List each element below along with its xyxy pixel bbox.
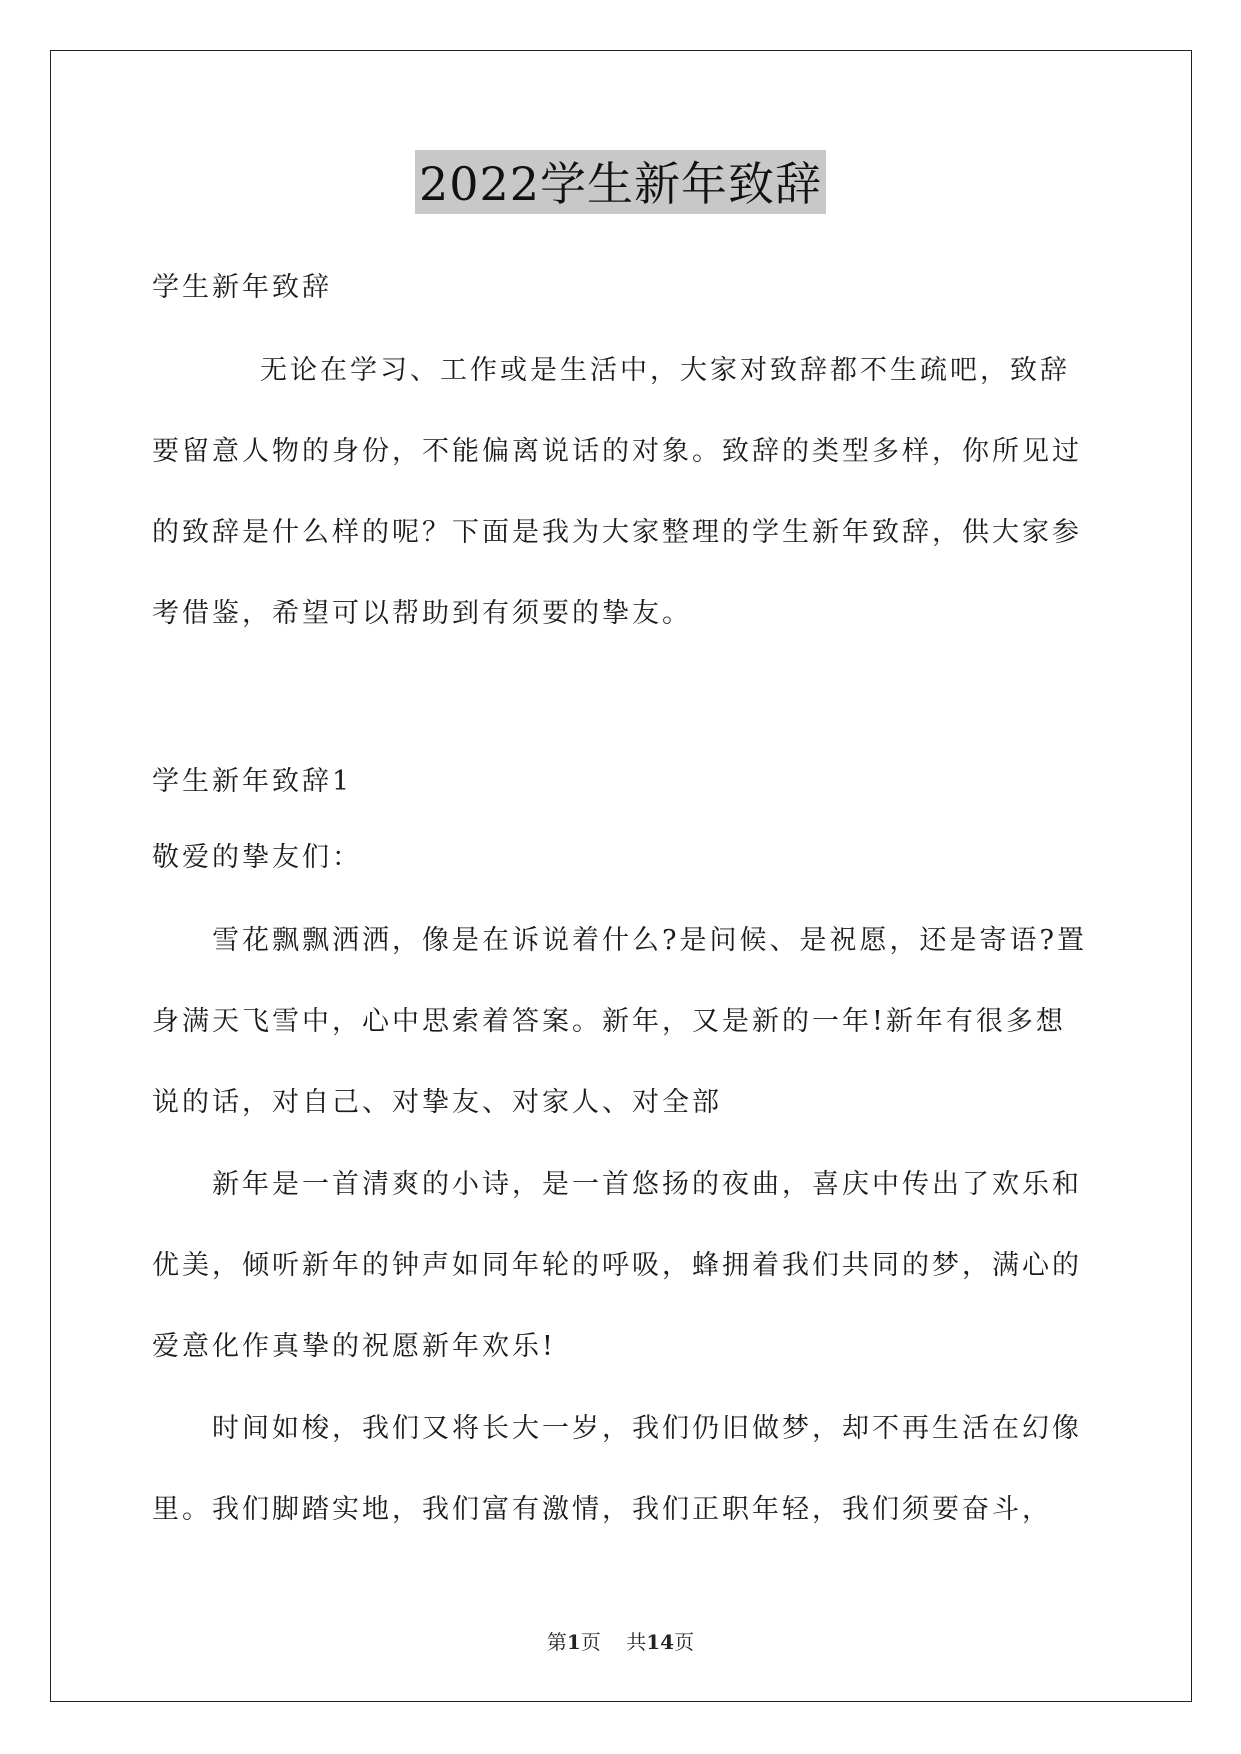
page-prefix: 第 xyxy=(546,1630,567,1654)
page-suffix: 页 xyxy=(580,1630,601,1654)
section-title: 学生新年致辞1 xyxy=(152,766,353,797)
document-title: 2022学生新年致辞 xyxy=(415,150,826,214)
total-prefix: 共 xyxy=(626,1630,647,1654)
title-container xyxy=(0,150,1241,214)
total-pages: 14 xyxy=(646,1630,675,1654)
body-paragraph-3: 时间如梭，我们又将长大一岁，我们仍旧做梦，却不再生活在幻像里。我们脚踏实地，我们富有激情，我们正职年轻，我们须要奋斗， xyxy=(152,1413,1082,1525)
body-paragraph-2: 新年是一首清爽的小诗，是一首悠扬的夜曲，喜庆中传出了欢乐和优美，倾听新年的钟声如同年轮的呼吸，蜂拥着我们共同的梦，满心的爱意化作真挚的祝愿新年欢乐! xyxy=(152,1169,1082,1362)
body-paragraph-1: 雪花飘飘洒洒，像是在诉说着什么?是问候、是祝愿，还是寄语?置身满天飞雪中，心中思索着答案。新年，又是新的一年!新年有很多想说的话，对自己、对挚友、对家人、对全部 xyxy=(152,925,1087,1118)
page-footer xyxy=(0,1626,1241,1655)
intro-paragraph: 无论在学习、工作或是生活中，大家对致辞都不生疏吧，致辞要留意人物的身份，不能偏离说话的对象。致辞的类型多样，你所见过的致辞是什么样的呢？下面是我为大家整理的学生新年致辞，供大家参考借鉴，希望可以帮助到有须要的挚友。 xyxy=(152,355,1082,629)
page-number: 1 xyxy=(566,1630,581,1654)
document-subtitle: 学生新年致辞 xyxy=(152,272,332,303)
greeting: 敬爱的挚友们： xyxy=(152,842,362,873)
total-suffix: 页 xyxy=(674,1630,695,1654)
